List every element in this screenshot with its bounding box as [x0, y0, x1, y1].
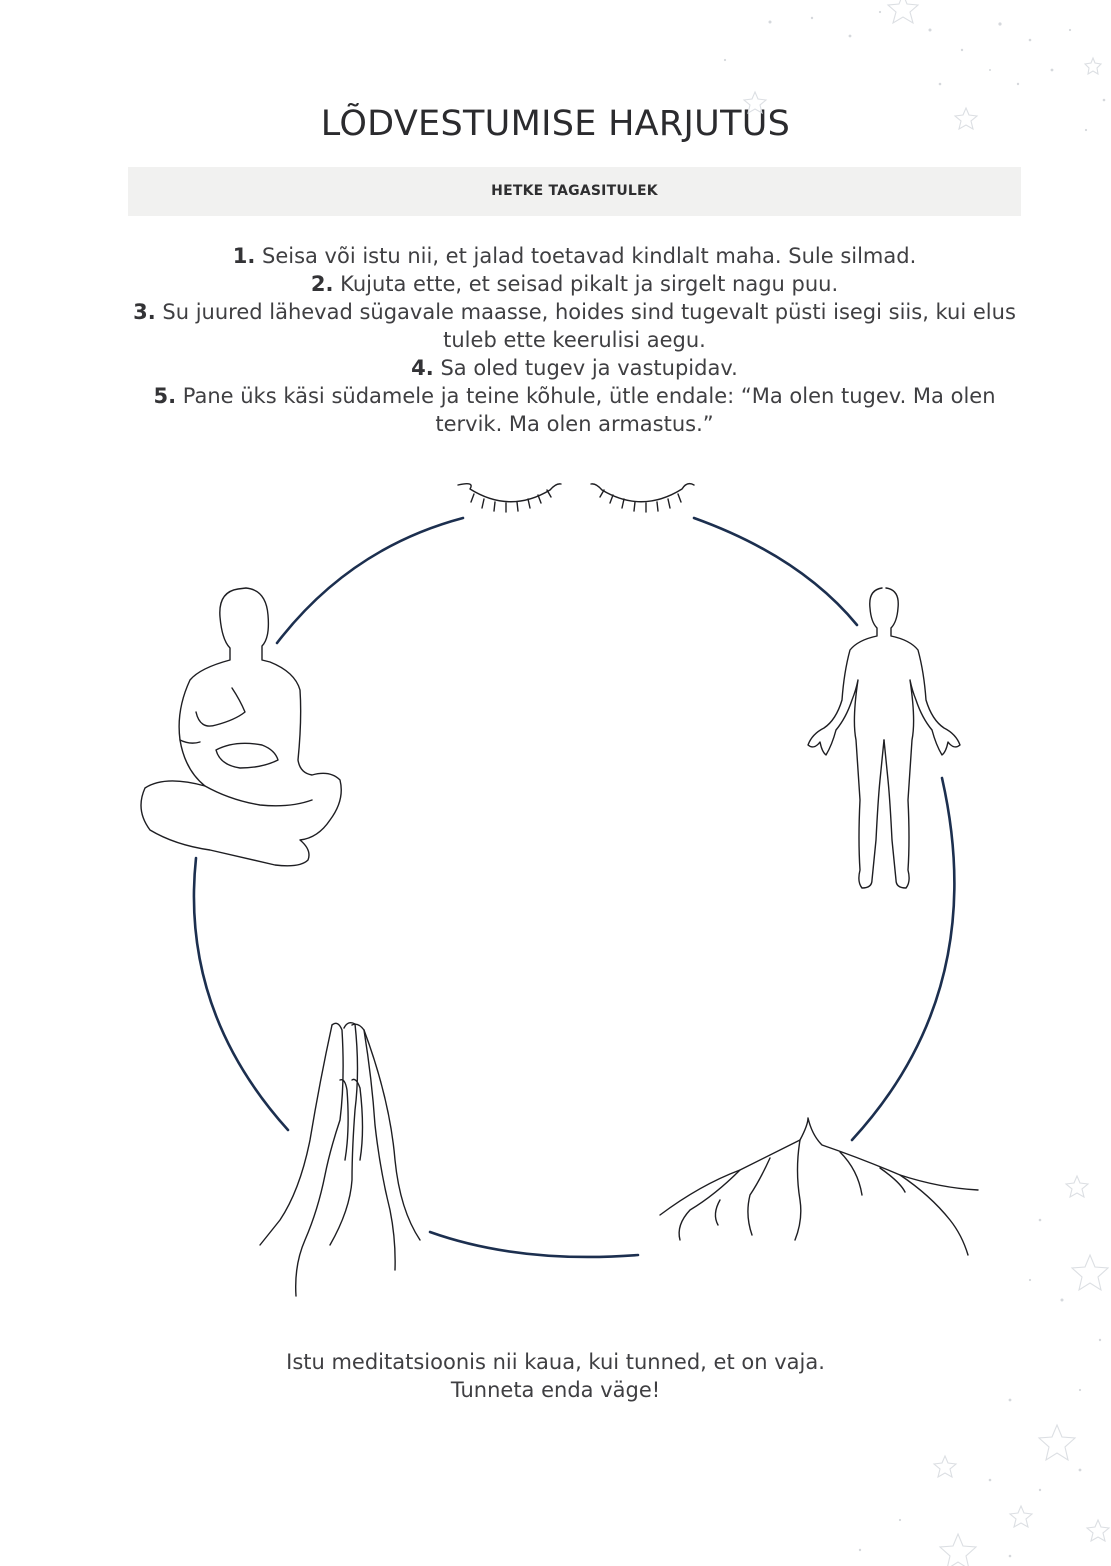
circle-arc-top-left [277, 518, 463, 643]
step-number: 1. [232, 244, 256, 268]
star-icon [955, 108, 977, 129]
section-label: HETKE TAGASITULEK [491, 183, 658, 199]
step-number: 4. [411, 356, 434, 380]
circle-arc-bottom [430, 1232, 638, 1257]
circle-arc-left [194, 858, 288, 1130]
cycle-circle [194, 518, 954, 1257]
closing-line-2: Tunneta enda väge! [450, 1378, 661, 1402]
step-text: Seisa või istu nii, et jalad toetavad kindlalt maha. Sule silmad. [255, 244, 917, 268]
tree-roots-icon [660, 1118, 978, 1255]
step-text: Kujuta ette, et seisad pikalt ja sirgelt nagu puu. [333, 272, 839, 296]
meditating-figure-icon [141, 588, 341, 866]
circle-arc-right [852, 778, 954, 1140]
closing-line-1: Istu meditatsioonis nii kaua, kui tunned, et on vaja. [286, 1350, 825, 1374]
step-text: Su juured lähevad sügavale maasse, hoides sind tugevalt püsti isegi siis, kui elus tuleb ette keerulisi aegu. [155, 300, 1016, 352]
circle-arc-top-right [694, 518, 857, 625]
praying-hands-icon [260, 1023, 420, 1296]
page-title: LÕDVESTUMISE HARJUTUS [320, 104, 791, 144]
step-number: 5. [153, 384, 177, 408]
star-icon [744, 92, 766, 113]
star-icon [1039, 1425, 1075, 1460]
star-icon [1010, 1506, 1032, 1527]
step-number: 2. [310, 272, 334, 296]
star-icon [1072, 1255, 1108, 1290]
star-icon [1066, 1176, 1088, 1197]
decorative-stars [724, 0, 1109, 1566]
star-icon [934, 1456, 956, 1477]
step-text: Pane üks käsi südamele ja teine kõhule, ütle endale: “Ma olen tugev. Ma olen tervik. Ma olen armastus.” [176, 384, 996, 436]
star-icon [1085, 58, 1101, 74]
star-icon [940, 1534, 976, 1566]
step-text: Sa oled tugev ja vastupidav. [433, 356, 738, 380]
standing-figure-icon [808, 588, 960, 888]
step-number: 3. [133, 300, 156, 324]
star-icon [888, 0, 918, 23]
star-icon [1087, 1520, 1109, 1541]
closing-text [0, 1348, 1111, 1404]
closed-eyes-icon [458, 484, 694, 512]
